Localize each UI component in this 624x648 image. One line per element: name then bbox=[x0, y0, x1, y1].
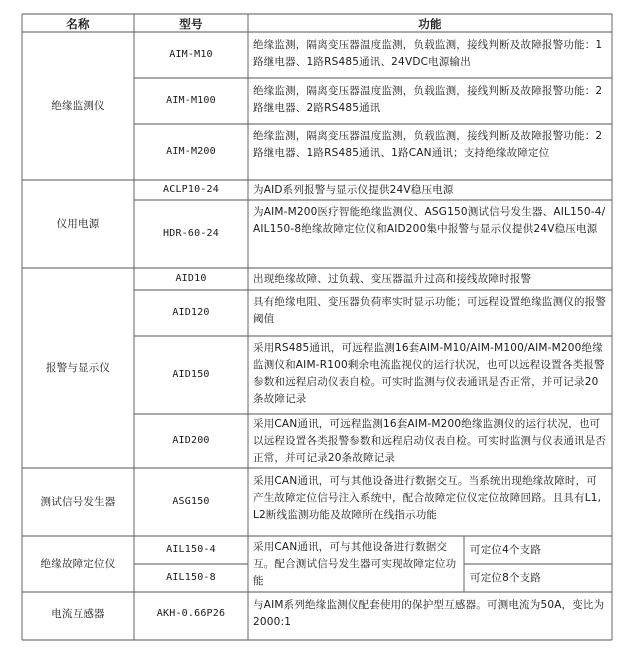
model-aid150: AID150 bbox=[172, 369, 210, 380]
model-asg150: ASG150 bbox=[172, 496, 210, 507]
group-name-insulation-monitor: 绝缘监测仪 bbox=[51, 100, 105, 112]
model-aim-m200: AIM-M200 bbox=[166, 146, 216, 157]
group-name-alarm-display: 报警与显示仪 bbox=[45, 362, 111, 374]
function-hdr-60-24: 为AIM-M200医疗智能绝缘监测仪、ASG150测试信号发生器、AIL150-4/AIL150-8绝缘故障定位仪和AID200集中报警与显示仪提供24V稳压电源 bbox=[253, 206, 606, 235]
function-aim-m10: 绝缘监测，隔离变压器温度监测，负载监测，接线判断及故障报警功能：1路继电器、1路RS485通讯、24VDC电源输出 bbox=[253, 39, 603, 68]
function-aim-m200: 绝缘监测，隔离变压器温度监测，负载监测，接线判断及故障报警功能：2路继电器、1路RS485通讯、1路CAN通讯；支持绝缘故障定位 bbox=[253, 130, 603, 159]
function-aim-m100: 绝缘监测，隔离变压器温度监测，负载监测，接线判断及故障报警功能：2路继电器、2路RS485通讯 bbox=[253, 85, 603, 114]
header-name: 名称 bbox=[66, 17, 90, 31]
function-aid120: 具有绝缘电阻、变压器负荷率实时显示功能；可远程设置绝缘监测仪的报警阈值 bbox=[253, 296, 607, 325]
model-aclp10-24: ACLP10-24 bbox=[163, 184, 219, 195]
function-ail150-shared: 采用CAN通讯，可与其他设备进行数据交互。配合测试信号发生器可实现故障定位功能 bbox=[253, 541, 457, 587]
group-name-power-supply: 仪用电源 bbox=[56, 218, 100, 230]
function-aclp10-24: 为AID系列报警与显示仪提供24V稳压电源 bbox=[253, 184, 454, 196]
function-aid200: 采用CAN通讯，可远程监测16套AIM-M200绝缘监测仪的运行状况，也可以远程设置各类报警参数和远程启动仪表自检。可实时监测与仪表通讯是否正常，并可记录20条故障记录 bbox=[253, 418, 607, 464]
group-name-current-transformer: 电流互感器 bbox=[51, 608, 105, 620]
function-akh-0.66p26: 与AIM系列绝缘监测仪配套使用的保护型互感器。可测电流为50A，变比为2000:1 bbox=[253, 599, 605, 628]
model-aim-m100: AIM-M100 bbox=[166, 95, 216, 106]
header-model: 型号 bbox=[179, 17, 203, 31]
model-akh-0.66p26: AKH-0.66P26 bbox=[156, 608, 226, 619]
model-ail150-4: AIL150-4 bbox=[166, 544, 216, 555]
function-asg150: 采用CAN通讯，可与其他设备进行数据交互。当系统出现绝缘故障时，可产生故障定位信号注入系统中，配合故障定位仪定位故障回路。且具有L1,L2断线监测功能及故障所在线指示功能 bbox=[253, 475, 602, 521]
model-aim-m10: AIM-M10 bbox=[169, 49, 213, 60]
function-aid10: 出现绝缘故障、过负载、变压器温升过高和接线故障时报警 bbox=[253, 273, 532, 285]
model-ail150-8: AIL150-8 bbox=[166, 572, 216, 583]
function-aid150: 采用RS485通讯，可远程监测16套AIM-M10/AIM-M100/AIM-M200绝缘监测仪和AIM-R100剩余电流监视仪的运行状况，也可以远程设置各类报警参数和远程启动仪表自检。可实时监测与仪表通讯是否正常，并可记录20条故障记录 bbox=[253, 342, 605, 405]
model-hdr-60-24: HDR-60-24 bbox=[163, 228, 219, 239]
header-function: 功能 bbox=[418, 17, 442, 31]
model-aid200: AID200 bbox=[172, 435, 210, 446]
group-name-test-signal-generator: 测试信号发生器 bbox=[40, 496, 116, 508]
function-ail150-4-extra: 可定位4个支路 bbox=[470, 544, 542, 556]
function-ail150-8-extra: 可定位8个支路 bbox=[470, 572, 542, 584]
model-aid10: AID10 bbox=[175, 273, 207, 284]
model-aid120: AID120 bbox=[172, 307, 210, 318]
group-name-fault-locator: 绝缘故障定位仪 bbox=[40, 558, 116, 570]
